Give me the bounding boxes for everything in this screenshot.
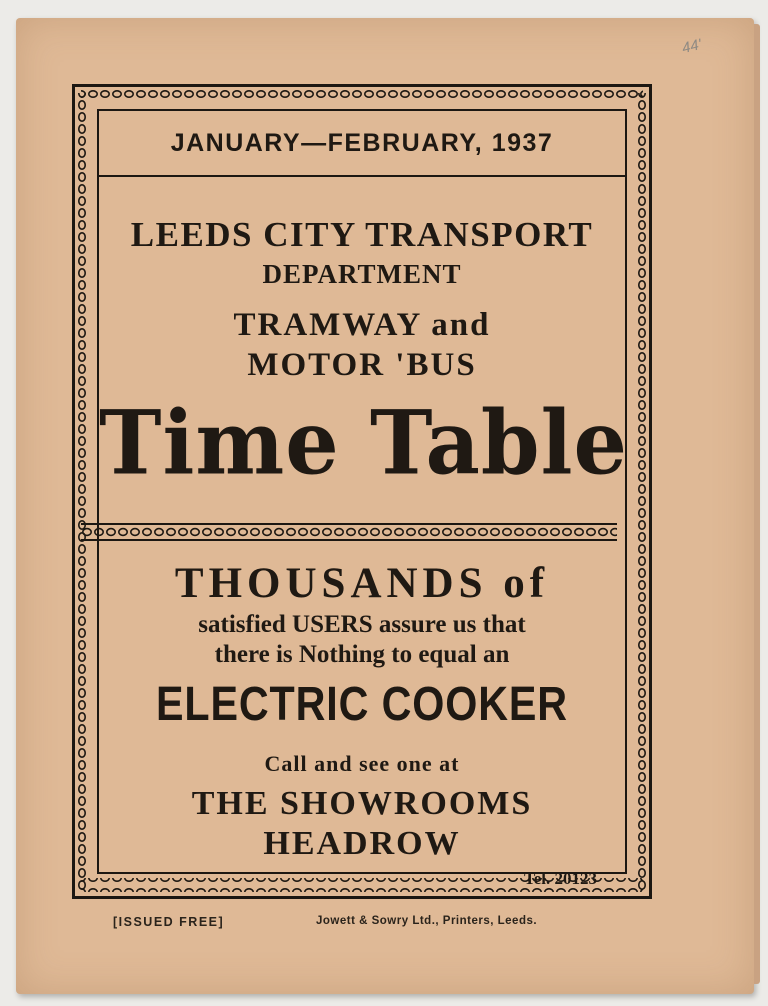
advert-call: Call and see one at bbox=[264, 751, 460, 776]
pencil-annotation: 44' bbox=[680, 35, 704, 58]
issued-free-note: [ISSUED FREE] bbox=[113, 915, 225, 929]
department-name: LEEDS CITY TRANSPORT bbox=[130, 215, 594, 254]
department-subtitle: DEPARTMENT bbox=[262, 259, 462, 289]
ornamental-frame bbox=[72, 84, 652, 899]
divider-rule bbox=[99, 175, 625, 177]
advert-product: ELECTRIC COOKER bbox=[156, 678, 568, 731]
middle-chain-divider bbox=[81, 523, 617, 541]
advert-place-1: THE SHOWROOMS bbox=[191, 785, 533, 822]
advert-headline: THOUSANDS of bbox=[174, 560, 550, 607]
timetable-title: Time Table bbox=[99, 390, 628, 495]
service-line-2: MOTOR 'BUS bbox=[247, 347, 477, 383]
advert-line-1: satisfied USERS assure us that bbox=[198, 611, 526, 638]
printer-credit: Jowett & Sowry Ltd., Printers, Leeds. bbox=[316, 915, 538, 927]
advert-telephone: Tel. 20123 bbox=[523, 869, 597, 888]
issue-date: JANUARY—FEBRUARY, 1937 bbox=[170, 129, 554, 157]
booklet-cover bbox=[16, 18, 754, 994]
advert-place-2: HEADROW bbox=[263, 825, 461, 862]
inner-panel bbox=[97, 109, 628, 888]
service-line-1: TRAMWAY and bbox=[233, 307, 491, 343]
advert-line-2: there is Nothing to equal an bbox=[214, 641, 510, 668]
